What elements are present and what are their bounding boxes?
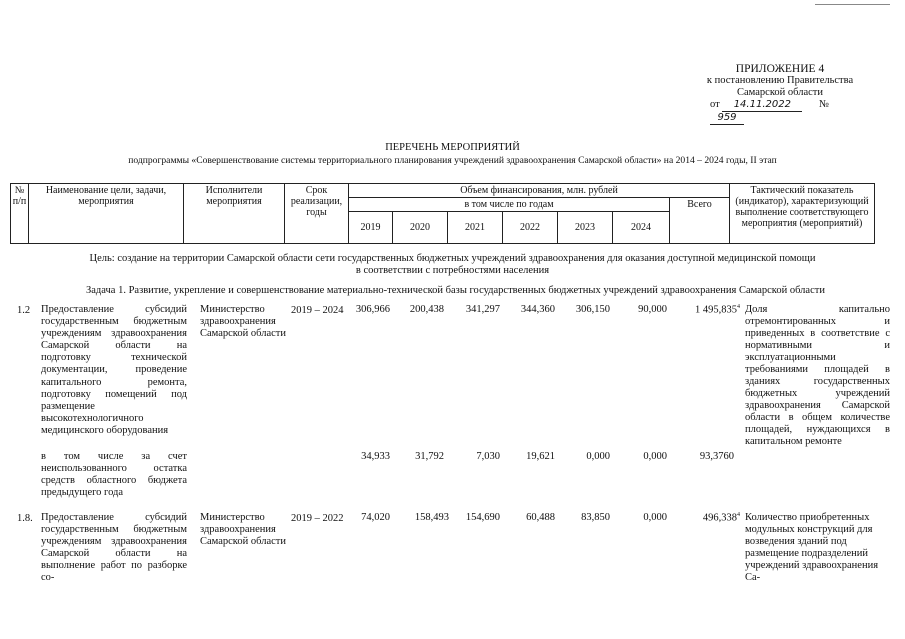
from-label: от — [710, 99, 720, 110]
row-1-no: 1.2 — [17, 305, 31, 316]
header-by-years: в том числе по годам — [349, 198, 670, 212]
row-1-value-2024: 90,000 — [638, 304, 667, 315]
row-1-name: Предоставление субсидий государственным бюджетным учреждениям здравоохранения Самарской области на подготовку технической документации, проведение капитального ремонта, подготовку помещений под размещение высокотехнологичного медицинского оборудования — [41, 304, 187, 436]
row-2-value-2023: 0,000 — [586, 451, 610, 462]
row-3-total — [678, 512, 740, 524]
row-3-value-2024: 0,000 — [643, 512, 667, 523]
number-label: № — [818, 99, 829, 110]
row-2-value-2022: 19,621 — [526, 451, 555, 462]
row-2-value-2021: 7,030 — [476, 451, 500, 462]
header-year-2021: 2021 — [448, 212, 503, 244]
handwritten-date: 14.11.2022 — [722, 99, 802, 112]
row-3-total-value: 496,338 — [702, 512, 737, 524]
row-3-no: 1.8. — [17, 513, 33, 524]
header-indicator: Тактический показатель (индикатор), характеризующий выполнение соответствующего мероприятия (мероприятий) — [730, 184, 875, 244]
table-header — [10, 183, 875, 244]
page-title: ПЕРЕЧЕНЬ МЕРОПРИЯТИЙ — [385, 142, 520, 153]
header-term: Срок реализации, годы — [285, 184, 349, 244]
row-1-value-2022: 344,360 — [520, 304, 555, 315]
header-year-2019: 2019 — [349, 212, 393, 244]
row-1-footnote: 4 — [737, 304, 740, 310]
scan-edge-line — [815, 4, 890, 5]
row-2-name: в том числе за счет неиспользованного остатка средств областного бюджета предыдущего года — [41, 451, 187, 499]
row-1-value-2021: 341,297 — [465, 304, 500, 315]
row-1-value-2019: 306,966 — [355, 304, 390, 315]
header-year-2022: 2022 — [503, 212, 558, 244]
header-year-2024: 2024 — [613, 212, 670, 244]
row-3-value-2023: 83,850 — [581, 512, 610, 523]
row-1-total — [678, 304, 740, 316]
appendix-line1: к постановлению Правительства — [706, 75, 854, 86]
row-3-value-2019: 74,020 — [361, 512, 390, 523]
row-2-value-2019: 34,933 — [361, 451, 390, 462]
goal-line2: в соответствии с потребностями населения — [355, 265, 550, 276]
handwritten-number: 959 — [710, 112, 744, 125]
row-2-value-2024: 0,000 — [643, 451, 667, 462]
header-total: Всего — [670, 198, 730, 244]
row-3-name: Предоставление субсидий государственным бюджетным учреждениям здравоохранения Самарской области на выполнение работ по разборке со- — [41, 512, 187, 584]
row-1-indicator: Доля капитально отремонтированных и приведенных в соответствие с нормативными и эксплуатационными требованиями площадей в зданиях государственных бюджетных учреждений здравоохранения Самарской области в общем количестве площадей, нуждающихся в капитальном ремонте — [745, 304, 890, 447]
header-name: Наименование цели, задачи, мероприятия — [29, 184, 184, 244]
row-1-exec: Министерство здравоохранения Самарской области — [200, 304, 286, 340]
row-1-value-2020: 200,438 — [409, 304, 444, 315]
header-year-2023: 2023 — [558, 212, 613, 244]
header-funding: Объем финансирования, млн. рублей — [349, 184, 730, 198]
header-year-2020: 2020 — [393, 212, 448, 244]
row-1-value-2023: 306,150 — [575, 304, 610, 315]
row-3-footnote: 4 — [737, 512, 740, 518]
appendix-date-line — [700, 99, 860, 125]
row-3-value-2022: 60,488 — [526, 512, 555, 523]
row-2-total: 93,3760 — [699, 451, 734, 462]
appendix-title: ПРИЛОЖЕНИЕ 4 — [735, 63, 825, 75]
task-title: Задача 1. Развитие, укрепление и совершенствование материально-технической базы государственных бюджетных учреждений здравоохранения Самарской области — [86, 285, 825, 296]
row-2-value-2020: 31,792 — [415, 451, 444, 462]
page-subtitle: подпрограммы «Совершенствование системы территориального планирования учреждений здравоохранения Самарской области» на 2014 – 2024 годы, II этап — [128, 155, 777, 166]
appendix-line2: Самарской области — [737, 87, 823, 98]
row-3-value-2020: 158,493 — [414, 512, 449, 523]
row-3-value-2021: 154,690 — [465, 512, 500, 523]
row-1-total-value: 1 495,835 — [695, 304, 737, 316]
goal-line1: Цель: создание на территории Самарской области сети государственных бюджетных учреждений здравоохранения для оказания доступной медицинской помощи — [89, 253, 816, 264]
appendix-block — [700, 63, 860, 125]
row-3-exec: Министерство здравоохранения Самарской области — [200, 512, 286, 548]
row-3-indicator: Количество приобретенных модульных конструкций для возведения зданий под размещение подразделений учреждений здравоохранения Са- — [745, 512, 879, 583]
row-3-term: 2019 – 2022 — [291, 513, 344, 524]
header-exec: Исполнители мероприятия — [184, 184, 285, 244]
header-no: № п/п — [11, 184, 29, 244]
row-1-term: 2019 – 2024 — [291, 305, 344, 316]
